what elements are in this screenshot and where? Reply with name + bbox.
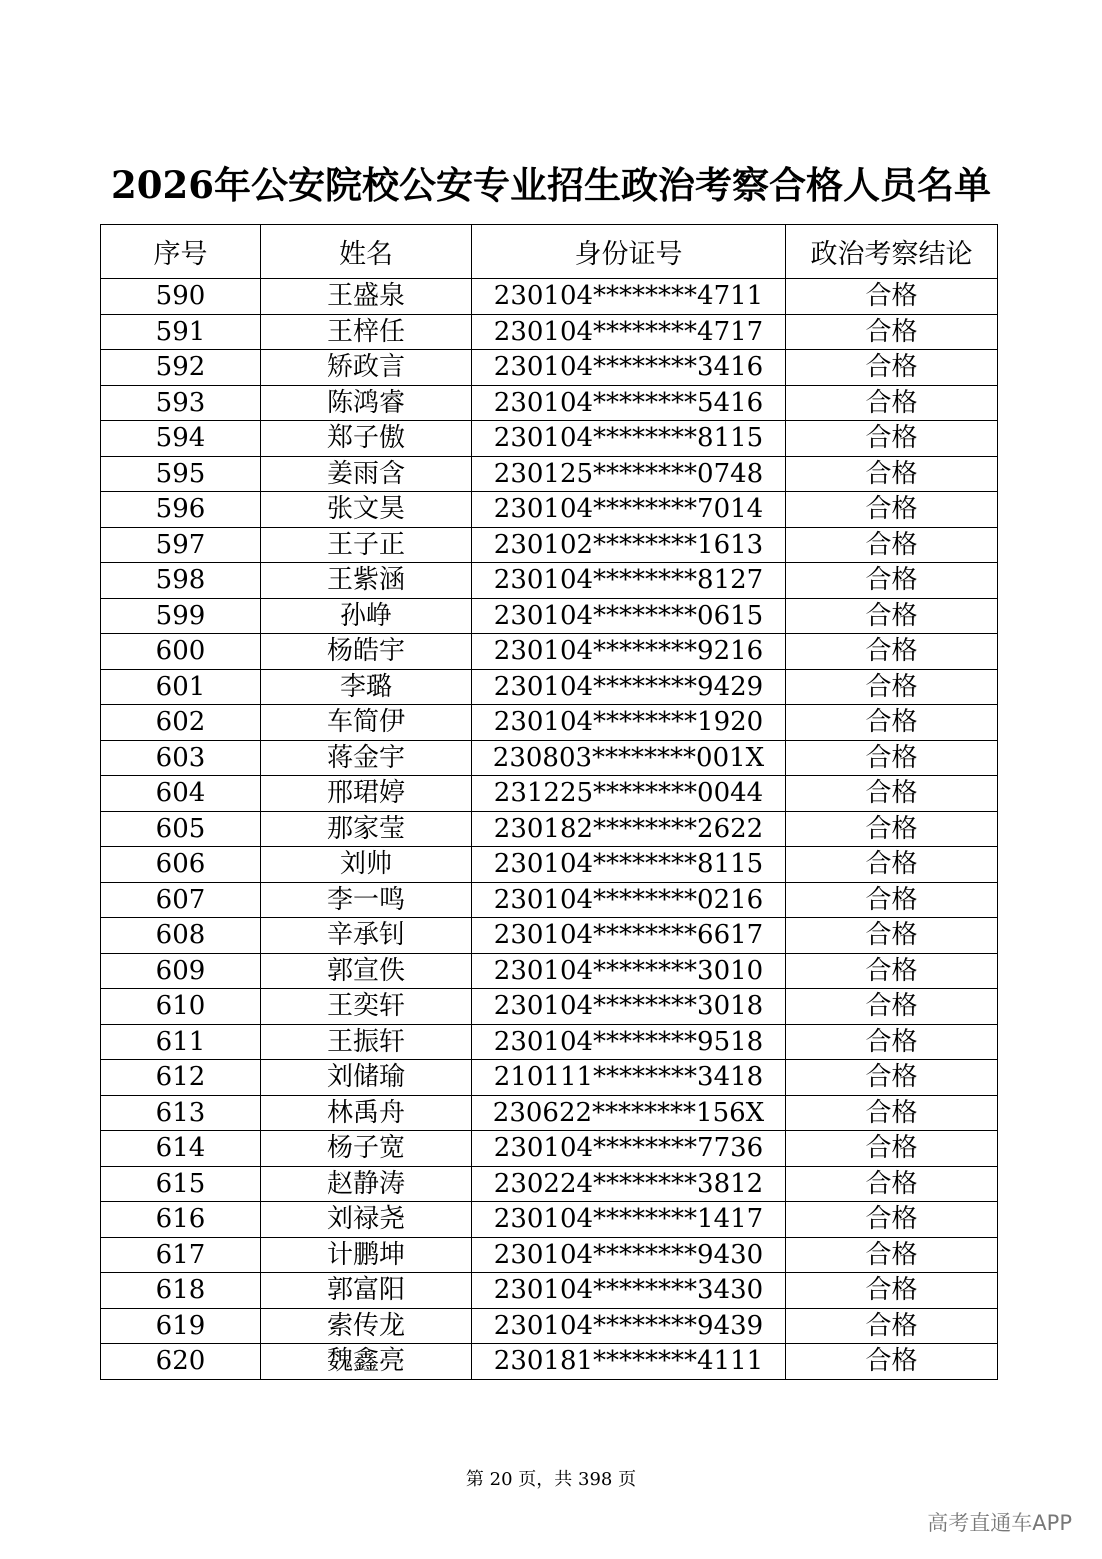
cell-id-number: 230104********9429 <box>472 669 786 705</box>
cell-index: 596 <box>101 492 261 528</box>
cell-name: 赵静涛 <box>261 1166 472 1202</box>
cell-conclusion: 合格 <box>786 634 998 670</box>
cell-conclusion: 合格 <box>786 1237 998 1273</box>
cell-index: 593 <box>101 385 261 421</box>
table-row <box>101 918 998 954</box>
cell-id-number: 230104********7014 <box>472 492 786 528</box>
cell-conclusion: 合格 <box>786 1095 998 1131</box>
cell-conclusion: 合格 <box>786 811 998 847</box>
cell-name: 王振轩 <box>261 1024 472 1060</box>
cell-conclusion: 合格 <box>786 598 998 634</box>
table-row <box>101 385 998 421</box>
cell-name: 索传龙 <box>261 1308 472 1344</box>
cell-index: 615 <box>101 1166 261 1202</box>
table-row <box>101 705 998 741</box>
cell-index: 607 <box>101 882 261 918</box>
cell-conclusion: 合格 <box>786 1273 998 1309</box>
cell-name: 刘帅 <box>261 847 472 883</box>
cell-id-number: 230102********1613 <box>472 527 786 563</box>
cell-name: 计鹏坤 <box>261 1237 472 1273</box>
cell-conclusion: 合格 <box>786 563 998 599</box>
table-row <box>101 350 998 386</box>
cell-conclusion: 合格 <box>786 776 998 812</box>
cell-index: 599 <box>101 598 261 634</box>
table-row <box>101 1344 998 1380</box>
cell-index: 618 <box>101 1273 261 1309</box>
cell-conclusion: 合格 <box>786 918 998 954</box>
table-row <box>101 279 998 315</box>
cell-index: 602 <box>101 705 261 741</box>
cell-index: 605 <box>101 811 261 847</box>
table-row <box>101 1095 998 1131</box>
cell-name: 王梓任 <box>261 314 472 350</box>
table-row <box>101 527 998 563</box>
table-row <box>101 882 998 918</box>
cell-conclusion: 合格 <box>786 705 998 741</box>
cell-name: 魏鑫亮 <box>261 1344 472 1380</box>
table-row <box>101 1202 998 1238</box>
cell-name: 郑子傲 <box>261 421 472 457</box>
cell-index: 616 <box>101 1202 261 1238</box>
table-row <box>101 847 998 883</box>
table-row <box>101 669 998 705</box>
cell-conclusion: 合格 <box>786 989 998 1025</box>
cell-id-number: 230104********9439 <box>472 1308 786 1344</box>
cell-conclusion: 合格 <box>786 1060 998 1096</box>
cell-conclusion: 合格 <box>786 847 998 883</box>
cell-id-number: 230104********3430 <box>472 1273 786 1309</box>
cell-id-number: 230104********9216 <box>472 634 786 670</box>
cell-conclusion: 合格 <box>786 1202 998 1238</box>
cell-index: 594 <box>101 421 261 457</box>
table-row <box>101 1060 998 1096</box>
cell-name: 郭宣佚 <box>261 953 472 989</box>
table-row <box>101 1166 998 1202</box>
cell-id-number: 230622********156X <box>472 1095 786 1131</box>
cell-index: 604 <box>101 776 261 812</box>
cell-name: 郭富阳 <box>261 1273 472 1309</box>
cell-id-number: 230182********2622 <box>472 811 786 847</box>
cell-id-number: 230104********1417 <box>472 1202 786 1238</box>
table-row <box>101 1273 998 1309</box>
cell-name: 辛承钊 <box>261 918 472 954</box>
cell-id-number: 230104********4717 <box>472 314 786 350</box>
table-header-row <box>101 225 998 279</box>
header-id-number: 身份证号 <box>472 225 786 279</box>
cell-index: 592 <box>101 350 261 386</box>
cell-id-number: 230104********8115 <box>472 847 786 883</box>
cell-id-number: 230104********8127 <box>472 563 786 599</box>
cell-index: 617 <box>101 1237 261 1273</box>
cell-index: 600 <box>101 634 261 670</box>
cell-index: 609 <box>101 953 261 989</box>
cell-name: 那家莹 <box>261 811 472 847</box>
cell-id-number: 230104********0615 <box>472 598 786 634</box>
cell-name: 王盛泉 <box>261 279 472 315</box>
header-index: 序号 <box>101 225 261 279</box>
cell-id-number: 230104********6617 <box>472 918 786 954</box>
cell-name: 李璐 <box>261 669 472 705</box>
cell-index: 608 <box>101 918 261 954</box>
cell-conclusion: 合格 <box>786 740 998 776</box>
cell-index: 614 <box>101 1131 261 1167</box>
cell-index: 590 <box>101 279 261 315</box>
table-row <box>101 1308 998 1344</box>
table-row <box>101 456 998 492</box>
cell-id-number: 210111********3418 <box>472 1060 786 1096</box>
cell-name: 杨子宽 <box>261 1131 472 1167</box>
cell-conclusion: 合格 <box>786 1024 998 1060</box>
cell-conclusion: 合格 <box>786 527 998 563</box>
cell-id-number: 230104********1920 <box>472 705 786 741</box>
table-body <box>101 279 998 1380</box>
cell-conclusion: 合格 <box>786 456 998 492</box>
cell-id-number: 230104********5416 <box>472 385 786 421</box>
table-row <box>101 314 998 350</box>
table-row <box>101 811 998 847</box>
cell-conclusion: 合格 <box>786 421 998 457</box>
watermark: 高考直通车APP <box>927 1511 1072 1535</box>
cell-name: 王子正 <box>261 527 472 563</box>
table-row <box>101 634 998 670</box>
cell-name: 林禹舟 <box>261 1095 472 1131</box>
cell-index: 610 <box>101 989 261 1025</box>
cell-index: 613 <box>101 1095 261 1131</box>
cell-index: 612 <box>101 1060 261 1096</box>
cell-name: 张文昊 <box>261 492 472 528</box>
table-row <box>101 421 998 457</box>
cell-name: 杨皓宇 <box>261 634 472 670</box>
cell-id-number: 230125********0748 <box>472 456 786 492</box>
cell-name: 刘储瑜 <box>261 1060 472 1096</box>
cell-name: 孙峥 <box>261 598 472 634</box>
page-footer: 第 20 页，共 398 页 <box>465 1469 637 1490</box>
cell-index: 619 <box>101 1308 261 1344</box>
cell-id-number: 230104********4711 <box>472 279 786 315</box>
roster-table <box>100 224 998 1380</box>
cell-conclusion: 合格 <box>786 1166 998 1202</box>
cell-id-number: 231225********0044 <box>472 776 786 812</box>
cell-name: 矫政言 <box>261 350 472 386</box>
table-row <box>101 492 998 528</box>
cell-index: 603 <box>101 740 261 776</box>
cell-id-number: 230104********0216 <box>472 882 786 918</box>
cell-name: 刘禄尧 <box>261 1202 472 1238</box>
cell-name: 蒋金宇 <box>261 740 472 776</box>
header-name: 姓名 <box>261 225 472 279</box>
cell-index: 606 <box>101 847 261 883</box>
cell-id-number: 230104********8115 <box>472 421 786 457</box>
cell-id-number: 230104********7736 <box>472 1131 786 1167</box>
table-row <box>101 776 998 812</box>
table-row <box>101 563 998 599</box>
header-conclusion: 政治考察结论 <box>786 225 998 279</box>
cell-id-number: 230104********9430 <box>472 1237 786 1273</box>
table-row <box>101 598 998 634</box>
cell-conclusion: 合格 <box>786 1131 998 1167</box>
cell-id-number: 230224********3812 <box>472 1166 786 1202</box>
cell-index: 620 <box>101 1344 261 1380</box>
cell-name: 邢珺婷 <box>261 776 472 812</box>
table-row <box>101 1024 998 1060</box>
cell-index: 591 <box>101 314 261 350</box>
cell-conclusion: 合格 <box>786 279 998 315</box>
cell-name: 车简伊 <box>261 705 472 741</box>
page-title: 2026年公安院校公安专业招生政治考察合格人员名单 <box>111 163 991 207</box>
cell-index: 601 <box>101 669 261 705</box>
cell-name: 李一鸣 <box>261 882 472 918</box>
cell-conclusion: 合格 <box>786 1344 998 1380</box>
cell-id-number: 230104********3010 <box>472 953 786 989</box>
cell-conclusion: 合格 <box>786 1308 998 1344</box>
cell-index: 597 <box>101 527 261 563</box>
cell-id-number: 230803********001X <box>472 740 786 776</box>
cell-id-number: 230104********3416 <box>472 350 786 386</box>
cell-index: 598 <box>101 563 261 599</box>
cell-conclusion: 合格 <box>786 953 998 989</box>
cell-conclusion: 合格 <box>786 492 998 528</box>
cell-id-number: 230104********9518 <box>472 1024 786 1060</box>
cell-name: 王紫涵 <box>261 563 472 599</box>
table-row <box>101 740 998 776</box>
cell-name: 陈鸿睿 <box>261 385 472 421</box>
cell-id-number: 230104********3018 <box>472 989 786 1025</box>
cell-conclusion: 合格 <box>786 385 998 421</box>
cell-name: 王奕轩 <box>261 989 472 1025</box>
table-row <box>101 1131 998 1167</box>
cell-index: 595 <box>101 456 261 492</box>
table-row <box>101 953 998 989</box>
cell-id-number: 230181********4111 <box>472 1344 786 1380</box>
table-row <box>101 989 998 1025</box>
cell-conclusion: 合格 <box>786 350 998 386</box>
table-row <box>101 1237 998 1273</box>
cell-conclusion: 合格 <box>786 314 998 350</box>
cell-conclusion: 合格 <box>786 669 998 705</box>
cell-conclusion: 合格 <box>786 882 998 918</box>
cell-name: 姜雨含 <box>261 456 472 492</box>
cell-index: 611 <box>101 1024 261 1060</box>
